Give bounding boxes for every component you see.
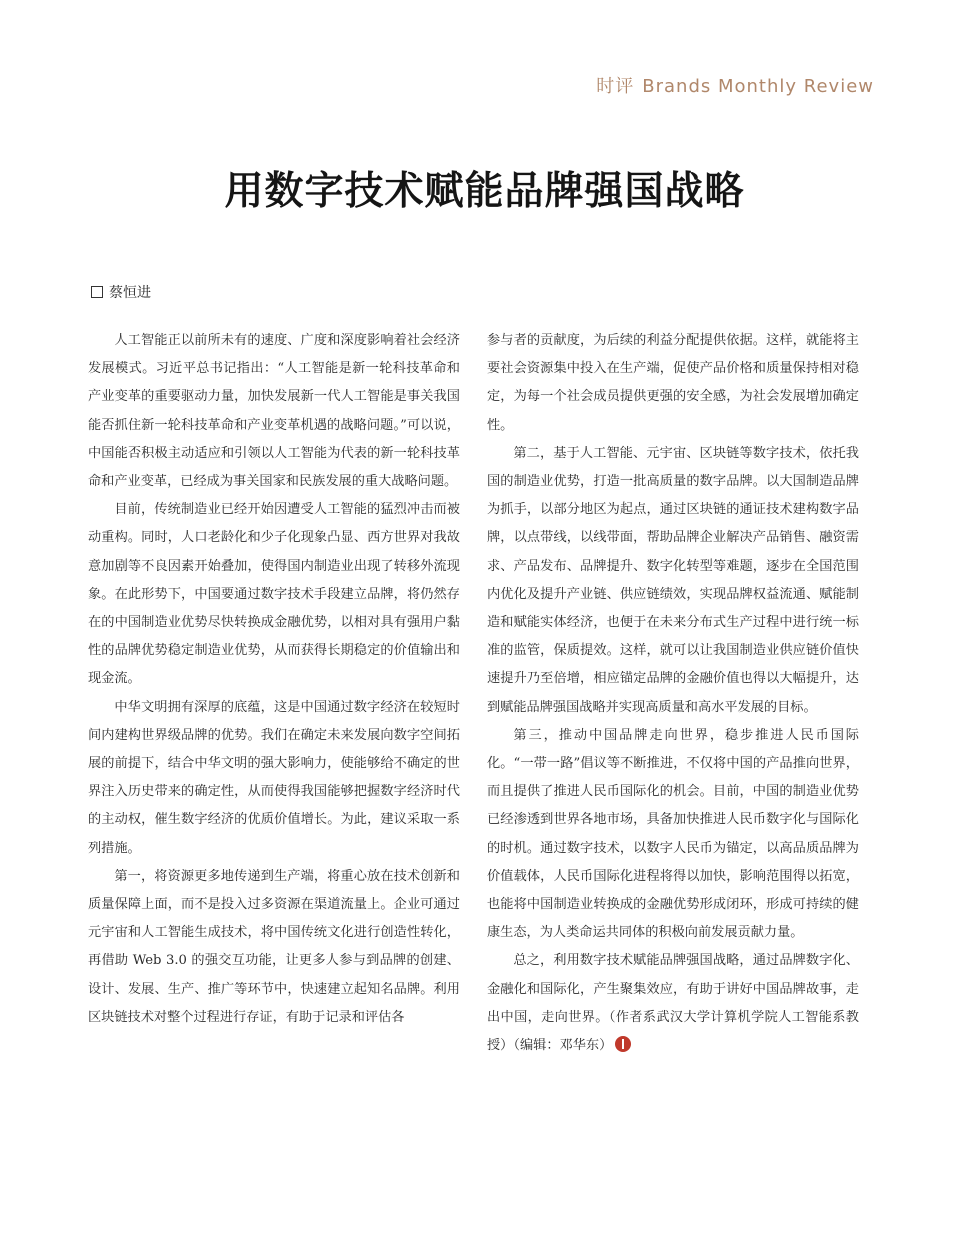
paragraph-text: 总之，利用数字技术赋能品牌强国战略，通过品牌数字化、金融化和国际化，产生聚集效应，有助于讲好中国品牌故事，走出中国，走向世界。（作者系武汉大学计算机学院人工智能系教授）（编辑：邓华东） <box>487 953 859 1054</box>
right-column <box>487 327 859 1060</box>
section-label-cn: 时评 <box>596 76 635 97</box>
article-title: 用数字技术赋能品牌强国战略 <box>224 169 745 214</box>
article-end-icon <box>615 1036 631 1052</box>
paragraph: 第一，将资源更多地传递到生产端，将重心放在技术创新和质量保障上面，而不是投入过多资源在渠道流量上。企业可通过元宇宙和人工智能生成技术，将中国传统文化进行创造性转化，再借助 Web 3.0 的强交互功能，让更多人参与到品牌的创建、设计、发展、生产、推广等环节中，快速建立起知名品牌。利用区块链技术对整个过程进行存证，有助于记录和评估各 <box>88 868 460 1025</box>
paragraph: 目前，传统制造业已经开始因遭受人工智能的猛烈冲击而被动重构。同时，人口老龄化和少子化现象凸显、西方世界对我故意加剧等不良因素开始叠加，使得国内制造业出现了转移外流现象。在此形势下，中国要通过数字技术手段建立品牌，将仍然存在的中国制造业优势尽快转换成金融优势，以相对具有强用户黏性的品牌优势稳定制造业优势，从而获得长期稳定的价值输出和现金流。 <box>88 502 460 687</box>
paragraph: 第二，基于人工智能、元宇宙、区块链等数字技术，依托我国的制造业优势，打造一批高质量的数字品牌。以大国制造品牌为抓手，以部分地区为起点，通过区块链的通证技术建构数字品牌，以点带线，以线带面，帮助品牌企业解决产品销售、融资需求、产品发布、品牌提升、数字化转型等难题，逐步在全国范围内优化及提升产业链、供应链绩效，实现品牌权益流通、赋能制造和赋能实体经济，也便于在未来分布式生产过程中进行统一标准的监管，保质提效。这样，就可以让我国制造业供应链价值快速提升乃至倍增，相应锚定品牌的金融价值也得以大幅提升，达到赋能品牌强国战略并实现高质量和高水平发展的目标。 <box>487 445 859 715</box>
paragraph: 参与者的贡献度，为后续的利益分配提供依据。这样，就能将主要社会资源集中投入在生产端，促使产品价格和质量保持相对稳定，为每一个社会成员提供更强的安全感，为社会发展增加确定性。 <box>487 333 859 433</box>
left-column <box>88 327 460 1032</box>
author-line <box>91 282 151 302</box>
author-name: 蔡恒进 <box>109 285 151 301</box>
paragraph: 中华文明拥有深厚的底蕴，这是中国通过数字经济在较短时间内建构世界级品牌的优势。我们在确定未来发展向数字空间拓展的前提下，结合中华文明的强大影响力，使能够给不确定的世界注入历史带来的确定性，从而使得我国能够把握数字经济时代的主动权，催生数字经济的优质价值增长。为此，建议采取一系列措施。 <box>88 699 460 856</box>
paragraph-final <box>487 947 859 1060</box>
paragraph: 第三，推动中国品牌走向世界，稳步推进人民币国际化。“一带一路”倡议等不断推进，不仅将中国的产品推向世界，而且提供了推进人民币国际化的机会。目前，中国的制造业优势已经渗透到世界各地市场，具备加快推进人民币数字化与国际化的时机。通过数字技术，以数字人民币为锚定，以高品质品牌为价值载体，人民币国际化进程将得以加快，影响范围得以拓宽，也能将中国制造业转换成的金融优势形成闭环，形成可持续的健康生态，为人类命运共同体的积极向前发展贡献力量。 <box>487 727 859 941</box>
paragraph: 人工智能正以前所未有的速度、广度和深度影响着社会经济发展模式。习近平总书记指出：“人工智能是新一轮科技革命和产业变革的重要驱动力量，加快发展新一代人工智能是事关我国能否抓住新一轮科技革命和产业变革机遇的战略问题。”可以说，中国能否积极主动适应和引领以人工智能为代表的新一轮科技革命和产业变革，已经成为事关国家和民族发展的重大战略问题。 <box>88 333 460 490</box>
section-header <box>596 72 874 98</box>
author-box-icon <box>91 286 103 298</box>
section-label-en: Brands Monthly Review <box>642 76 874 97</box>
